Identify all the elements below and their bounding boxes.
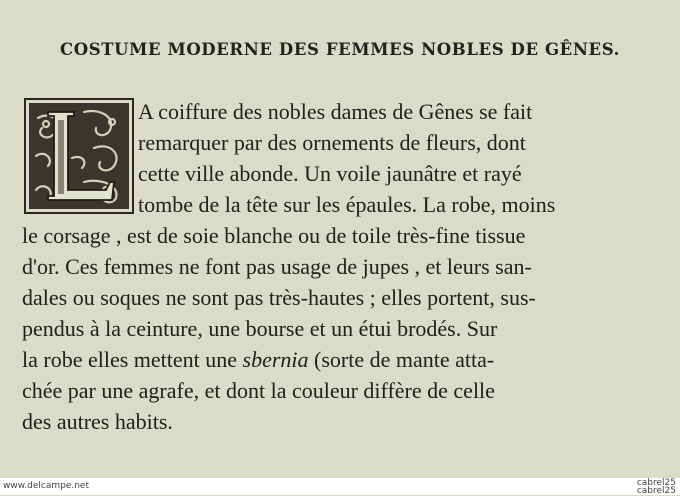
text-line-9 <box>22 348 494 372</box>
ornate-drop-cap-icon <box>24 98 134 214</box>
text-line-8: pendus à la ceinture, une bourse et un étui brodés. Sur <box>22 316 498 341</box>
italic-term: sbernia <box>242 347 309 372</box>
watermark-bar <box>0 478 680 495</box>
watermark-seller: cabrel25 <box>636 478 676 488</box>
text-line-5: le corsage , est de soie blanche ou de toile très-fine tissue <box>22 223 526 248</box>
page-title: COSTUME MODERNE DES FEMMES NOBLES DE GÊNES. <box>60 40 620 59</box>
text-line-2: remarquer par des ornements de fleurs, dont <box>138 130 526 155</box>
text-line-6: d'or. Ces femmes ne font pas usage de jupes , et leurs san- <box>22 254 532 279</box>
text-line-11: des autres habits. <box>22 409 173 434</box>
text-line-3: cette ville abonde. Un voile jaunâtre et rayé <box>138 161 522 186</box>
text-line-10: chée par une agrafe, et dont la couleur diffère de celle <box>22 378 495 403</box>
text-line-4: tombe de la tête sur les épaules. La robe, moins <box>138 192 556 217</box>
text-line-9-c: (sorte de mante atta- <box>308 347 495 372</box>
watermark-seller-2: cabrel25 <box>636 486 676 496</box>
text-line-7: dales ou soques ne sont pas très-hautes ; elles portent, sus- <box>22 285 536 310</box>
text-line-1: A coiffure des nobles dames de Gênes se fait <box>138 99 533 124</box>
watermark-site: www.delcampe.net <box>3 481 89 491</box>
text-line-9-a: la robe elles mettent une <box>22 347 243 372</box>
